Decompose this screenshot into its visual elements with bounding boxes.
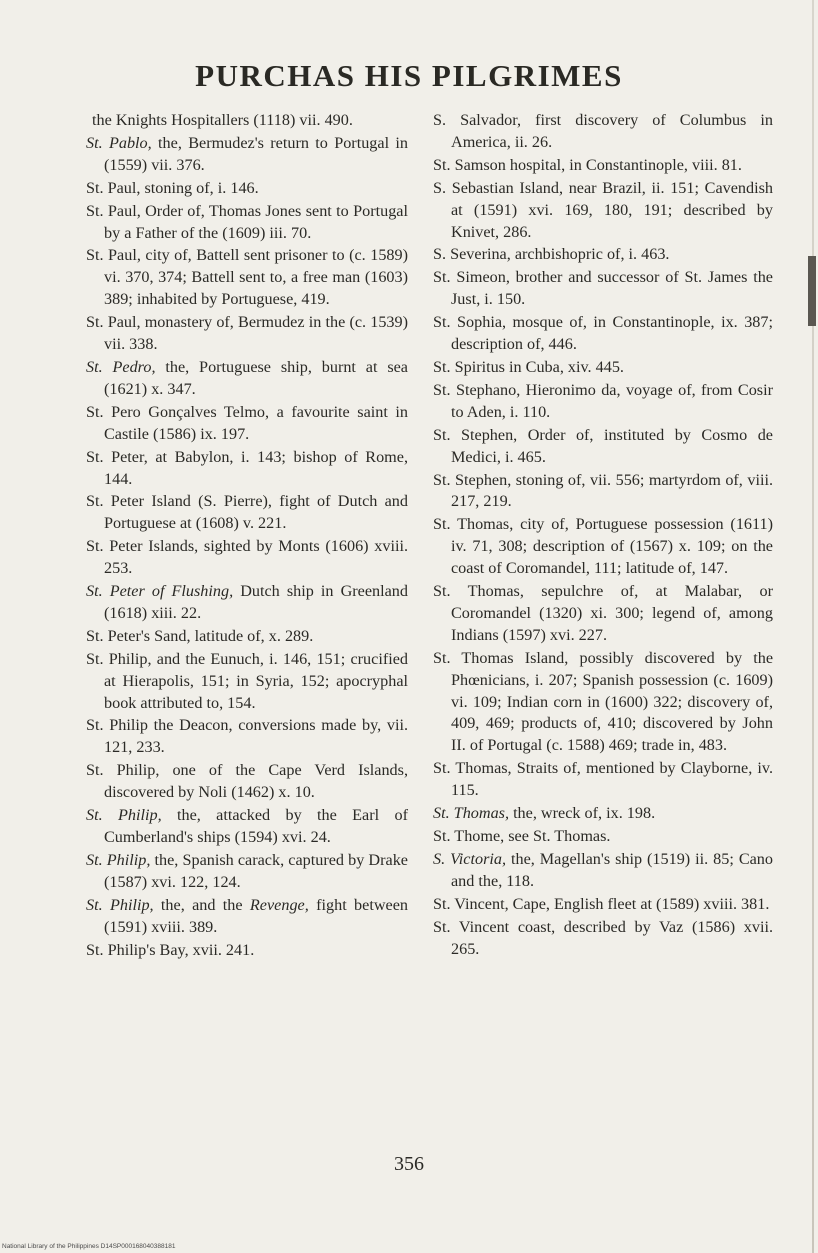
- index-entry: [433, 826, 773, 848]
- index-entry-text: the, Portuguese ship, burnt at sea (1621) x. 347.: [104, 357, 408, 398]
- index-entry: [86, 536, 408, 580]
- index-entry: [433, 312, 773, 356]
- index-entry-text: S. Salvador, first discovery of Columbus in America, ii. 26.: [433, 111, 773, 151]
- index-entry-text: the, wreck of, ix. 198.: [509, 804, 656, 823]
- index-entry: [86, 940, 408, 962]
- index-entry-text: the, and the: [153, 895, 250, 914]
- index-entry: [433, 758, 773, 802]
- index-entry: [86, 895, 408, 939]
- index-entry: [86, 850, 408, 894]
- index-entry: [86, 178, 408, 200]
- index-entry: [86, 447, 408, 491]
- index-entry-italic-text: St. Philip,: [86, 850, 151, 869]
- index-entry-text: St. Stephen, stoning of, vii. 556; martyrdom of, viii. 217, 219.: [433, 470, 773, 511]
- index-entry-text: St. Stephen, Order of, instituted by Cosmo de Medici, i. 465.: [433, 425, 773, 466]
- index-entry-text: the Knights Hospitallers (1118) vii. 490.: [92, 111, 353, 129]
- index-entry-text: St. Vincent, Cape, English fleet at (1589) xviii. 381.: [433, 894, 770, 913]
- index-entry-text: fight between (1591) xviii. 389.: [104, 895, 408, 936]
- index-entry: [433, 849, 773, 893]
- index-column-right: [433, 110, 773, 961]
- index-entry: [86, 626, 408, 648]
- index-entry: [86, 201, 408, 245]
- index-entry: [433, 380, 773, 424]
- index-entry-italic-text: Revenge,: [249, 895, 309, 914]
- page-edge: [812, 0, 814, 1253]
- index-entry-text: St. Paul, city of, Battell sent prisoner to (c. 1589) vi. 370, 374; Battell sent to, a free man (1603) 389; inhabited by Portuguese, 419.: [86, 246, 408, 309]
- page-edge-mark: [808, 256, 816, 326]
- index-entry: [86, 805, 408, 849]
- running-header: PURCHAS HIS PILGRIMES: [195, 58, 623, 93]
- index-entry-text: St. Paul, Order of, Thomas Jones sent to Portugal by a Father of the (1609) iii. 70.: [86, 201, 408, 242]
- index-entry-text: St. Simeon, brother and successor of St. James the Just, i. 150.: [433, 268, 773, 309]
- index-entry: [86, 133, 408, 177]
- index-entry: [86, 245, 408, 311]
- index-entry-text: St. Philip, and the Eunuch, i. 146, 151; crucified at Hierapolis, 151; in Syria, 152; apocryphal book attributed to, 154.: [86, 649, 408, 712]
- index-entry-text: St. Peter, at Babylon, i. 143; bishop of Rome, 144.: [86, 447, 408, 488]
- index-entry: [86, 312, 408, 356]
- index-entry: [433, 514, 773, 580]
- index-entry: [433, 244, 773, 266]
- index-entry: [86, 491, 408, 535]
- index-entry-text: St. Stephano, Hieronimo da, voyage of, from Cosir to Aden, i. 110.: [433, 380, 773, 421]
- page-number: 356: [394, 1153, 424, 1175]
- index-entry-text: St. Paul, monastery of, Bermudez in the (c. 1539) vii. 338.: [86, 313, 408, 354]
- index-entry: [86, 581, 408, 625]
- index-entry-italic-text: St. Peter of Flushing,: [86, 582, 234, 601]
- index-entry-text: St. Thomas, city of, Portuguese possession (1611) iv. 71, 308; description of (1567) x. 109; on the coast of Coromandel, 111; latitude of, 147.: [433, 515, 773, 578]
- library-imprint: National Library of the Philippines D14SP000168040388181: [2, 1243, 176, 1250]
- index-entry: [433, 425, 773, 469]
- index-entry: [433, 357, 773, 379]
- index-entry-text: St. Spiritus in Cuba, xiv. 445.: [433, 357, 624, 376]
- index-entry: [86, 715, 408, 759]
- index-entry: [433, 155, 773, 177]
- index-entry: [433, 178, 773, 244]
- index-entry-text: St. Peter Island (S. Pierre), fight of Dutch and Portuguese at (1608) v. 221.: [86, 492, 408, 533]
- index-entry-text: St. Thomas, Straits of, mentioned by Clayborne, iv. 115.: [433, 759, 773, 800]
- index-entry-text: St. Thome, see St. Thomas.: [433, 827, 611, 845]
- index-entry-italic-text: S. Victoria,: [433, 849, 507, 868]
- index-entry-text: S. Sebastian Island, near Brazil, ii. 151; Cavendish at (1591) xvi. 169, 180, 191; described by Knivet, 286.: [433, 178, 773, 241]
- index-entry-text: St. Philip the Deacon, conversions made by, vii. 121, 233.: [86, 716, 408, 757]
- index-entry-italic-text: St. Philip,: [86, 806, 162, 825]
- index-entry: [433, 894, 773, 916]
- index-entry: [433, 803, 773, 825]
- index-entry-text: St. Philip, one of the Cape Verd Islands, discovered by Noli (1462) x. 10.: [86, 761, 408, 802]
- index-entry-text: the, Bermudez's return to Portugal in (1559) vii. 376.: [104, 133, 408, 174]
- index-entry: [433, 267, 773, 311]
- index-entry: [433, 470, 773, 514]
- index-entry-text: St. Peter Islands, sighted by Monts (1606) xviii. 253.: [86, 537, 408, 578]
- index-entry: [86, 649, 408, 715]
- index-entry: [433, 917, 773, 961]
- index-entry-text: the, Magellan's ship (1519) ii. 85; Cano and the, 118.: [451, 849, 773, 890]
- index-entry-text: St. Samson hospital, in Constantinople, viii. 81.: [433, 155, 742, 174]
- index-entry: [433, 581, 773, 647]
- index-entry: [433, 110, 773, 154]
- index-entry-text: St. Paul, stoning of, i. 146.: [86, 178, 259, 197]
- index-entry-italic-text: St. Pablo,: [86, 133, 152, 152]
- index-entry-text: St. Thomas, sepulchre of, at Malabar, or Coromandel (1320) xi. 300; legend of, among Indians (1597) xvi. 227.: [433, 582, 773, 644]
- index-entry-text: St. Philip's Bay, xvii. 241.: [86, 940, 255, 959]
- index-entry: [86, 110, 408, 132]
- index-entry: [86, 760, 408, 804]
- index-entry-text: St. Thomas Island, possibly discovered by the Phœnicians, i. 207; Spanish possession (c. 1609) vi. 109; Indian corn in (1600) 322; discovery of, 409, 469; products of, 410; discovered by John II. of Portugal (c. 1588) 469; trade in, 483.: [433, 648, 773, 755]
- index-entry: [86, 402, 408, 446]
- index-entry-italic-text: St. Philip,: [86, 895, 154, 914]
- index-entry: [86, 357, 408, 401]
- index-entry-text: St. Sophia, mosque of, in Constantinople, ix. 387; description of, 446.: [433, 313, 773, 354]
- index-entry-text: Dutch ship in Greenland (1618) xiii. 22.: [104, 582, 408, 622]
- index-entry-text: S. Severina, archbishopric of, i. 463.: [433, 245, 670, 264]
- index-entry-text: St. Vincent coast, described by Vaz (1586) xvii. 265.: [433, 917, 773, 958]
- index-entry-text: St. Pero Gonçalves Telmo, a favourite saint in Castile (1586) ix. 197.: [86, 402, 408, 443]
- index-entry-italic-text: St. Pedro,: [86, 357, 156, 376]
- index-column-left: [86, 110, 408, 962]
- index-entry: [433, 648, 773, 758]
- index-entry-italic-text: St. Thomas,: [433, 804, 510, 823]
- index-entry-text: the, attacked by the Earl of Cumberland's ships (1594) xvi. 24.: [104, 806, 408, 846]
- index-entry-text: the, Spanish carack, captured by Drake (1587) xvi. 122, 124.: [104, 850, 408, 891]
- index-entry-text: St. Peter's Sand, latitude of, x. 289.: [86, 626, 314, 645]
